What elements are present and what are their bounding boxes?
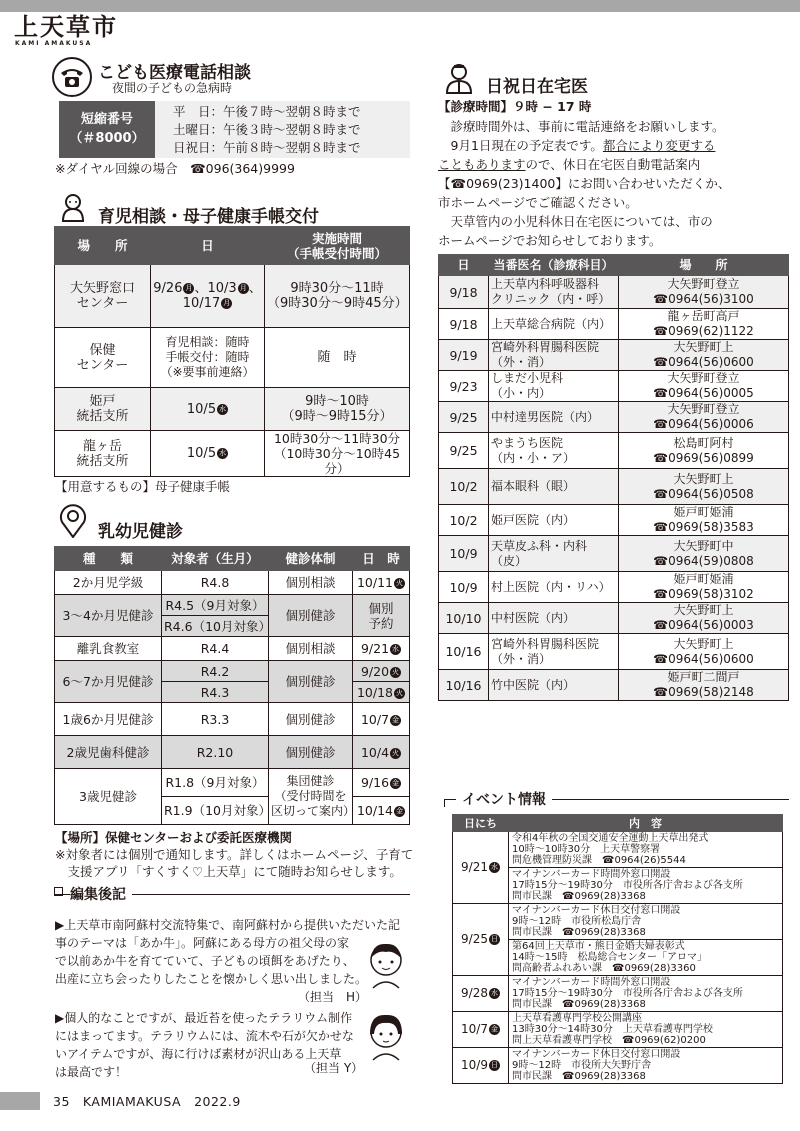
target-cell: R4.2 xyxy=(162,661,269,682)
place-name: 大矢野町中 xyxy=(673,538,734,553)
event-line: 17時15分〜19時30分 市役所各庁舎および各支所 xyxy=(512,988,743,999)
phone-number: ☎0969(58)3583 xyxy=(653,520,754,534)
place-cell: 龍ヶ岳 統括支所 xyxy=(55,431,151,477)
short-number-box xyxy=(59,101,155,158)
date-cell: 10/10 xyxy=(439,603,489,634)
place-name: 姫戸町姫浦 xyxy=(673,505,734,519)
zaitaku-p-6: 天草管内の小児科休日在宅医については、市の xyxy=(438,214,713,229)
place-name: 大矢野町上 xyxy=(673,340,734,354)
date-cell: 9/18 xyxy=(439,276,489,309)
denwa-hours-box xyxy=(155,101,410,158)
event-row xyxy=(453,976,783,1012)
kenshin-note-2: 支援アプリ「すくすく♡上天草」にて随時お知らせします。 xyxy=(55,864,402,879)
phone-number: ☎0969(62)1122 xyxy=(653,324,754,338)
henshu-p2-4: は最高です！ xyxy=(55,1065,128,1079)
event-content xyxy=(509,1048,783,1084)
dow-mark: 水 xyxy=(392,645,400,653)
hours-saturday: 土曜日：午後３時〜翌朝８時まで xyxy=(173,122,361,137)
event-line: 令和4年秋の全国交通安全運動上天草出発式 xyxy=(512,833,709,844)
col-content: 内 容 xyxy=(509,815,783,832)
place-name: 大矢野町登立 xyxy=(667,277,740,291)
place-cell xyxy=(619,469,789,505)
col-date: 日にち xyxy=(453,815,509,832)
doctor-cell: 竹中医院（内） xyxy=(489,670,619,701)
place-cell xyxy=(619,309,789,340)
target-cell: R4.6（10月対象） xyxy=(162,616,269,637)
dow-mark: 金 xyxy=(490,1025,498,1033)
baby-icon xyxy=(57,192,89,224)
city-logo xyxy=(14,14,124,50)
henshu-p1-sign: （担当 H） xyxy=(298,990,368,1004)
date-cell: 9/16 金 xyxy=(353,769,410,797)
zaitaku-p-3: こともありますので、休日在宅医自動電話案内 xyxy=(438,157,701,172)
henshu-p1-4: 出産に立ち会ったりしたことを懐かしく思い出しました。 xyxy=(55,972,368,986)
event-line: 上天草看護専門学校公開講座 xyxy=(512,1013,642,1024)
phone-number: ☎0969(58)3102 xyxy=(653,587,754,601)
date-cell: 10/16 xyxy=(439,634,489,670)
doctor-cell: 宮崎外科胃腸科医院 （外・消） xyxy=(489,340,619,371)
zaitaku-row xyxy=(439,634,789,670)
target-cell: R4.4 xyxy=(162,637,269,661)
phone-number: ☎0964(56)0600 xyxy=(653,651,754,666)
event-content xyxy=(509,832,783,868)
henshu-p1-2: 事のテーマは「あか牛」。阿蘇にある母方の祖父母の家 xyxy=(55,936,350,950)
event-date: 9/21 水 xyxy=(453,832,509,904)
time-cell: 9時30分〜11時 （9時30分〜9時45分） xyxy=(265,265,410,328)
zaitaku-table xyxy=(438,254,789,701)
kenshin-title: 乳幼児健診 xyxy=(98,522,183,542)
date-cell: 9/23 xyxy=(439,371,489,402)
child-badge-icon xyxy=(58,503,88,539)
event-content xyxy=(509,904,783,940)
event-row xyxy=(453,1048,783,1084)
phone-number: ☎0964(59)0808 xyxy=(653,553,754,568)
event-line: 9時〜12時 市役所松島庁舎 xyxy=(512,916,642,927)
col-time: 実施時間 （手帳受付時間） xyxy=(265,227,410,265)
place-name: 大矢野町登立 xyxy=(667,371,740,385)
event-content xyxy=(509,1012,783,1048)
place-cell: 大矢野窓口 センター xyxy=(55,265,151,328)
dow-mark: 水 xyxy=(490,863,498,871)
short-number-label: 短縮番号 xyxy=(80,112,133,127)
place-cell: 姫戸 統括支所 xyxy=(55,388,151,431)
target-cell: R4.5（9月対象） xyxy=(162,595,269,616)
place-cell xyxy=(619,536,789,572)
col-system: 健診体制 xyxy=(269,547,353,571)
dow-mark: 火 xyxy=(396,688,404,697)
dow-mark: 金 xyxy=(392,779,400,787)
doctor-cell: 姫戸医院（内） xyxy=(489,505,619,536)
system-cell: 個別相談 xyxy=(269,637,353,661)
event-line: マイナンバーカード時間外窓口開設 xyxy=(512,869,671,880)
day-cell: 9/26 月 、10/3 月 、 10/17 月 xyxy=(151,265,265,328)
event-row xyxy=(453,1012,783,1048)
kenshin-note-place: 【場所】保健センターおよび委託医療機関 xyxy=(55,830,293,845)
target-cell: R1.8（9月対象） xyxy=(162,769,269,797)
event-row xyxy=(453,832,783,868)
date-cell: 10/7 金 xyxy=(353,703,410,736)
system-cell: 集団健診 （受付時間を 区切って案内） xyxy=(269,769,353,825)
place-cell xyxy=(619,603,789,634)
doctor-cell: 上天草総合病院（内） xyxy=(489,309,619,340)
denwa-note: ※ダイヤル回線の場合 ☎096(364)9999 xyxy=(55,161,295,176)
zaitaku-hours: 【診療時間】９時 − 17 時 xyxy=(438,99,592,114)
henshu-p2-1: ▶個人的なことですが、最近苔を使ったテラリウム制作 xyxy=(55,1011,353,1025)
zaitaku-row xyxy=(439,309,789,340)
place-name: 龍ヶ岳町高戸 xyxy=(667,309,740,323)
zaitaku-row xyxy=(439,276,789,309)
event-line: 第64回上天草市・熊日金婚夫婦表彰式 xyxy=(512,941,685,952)
dow-mark: 火 xyxy=(396,579,404,587)
target-cell: R4.3 xyxy=(162,682,269,703)
type-cell: 3〜4か月児健診 xyxy=(55,595,162,637)
place-name: 大矢野町上 xyxy=(673,471,734,486)
date-cell: 10/16 xyxy=(439,670,489,701)
henshu-p1-3: で以前あか牛を育てていて、子どもの頃餌をあげたり、 xyxy=(55,954,355,968)
date-cell: 9/25 xyxy=(439,433,489,469)
event-line: 問市民課 ☎0969(28)3368 xyxy=(512,927,646,938)
system-cell: 個別相談 xyxy=(269,571,353,595)
telephone-icon xyxy=(52,57,92,97)
zaitaku-row xyxy=(439,340,789,371)
event-line: 問市民課 ☎0969(28)3368 xyxy=(512,891,646,902)
day-cell: 10/5 水 xyxy=(151,431,265,477)
date-cell: 10/9 xyxy=(439,536,489,572)
kenshin-table xyxy=(54,546,410,825)
doctor-cell: 宮崎外科胃腸科医院 （外・消） xyxy=(489,634,619,670)
zaitaku-row xyxy=(439,469,789,505)
type-cell: 3歳児健診 xyxy=(55,769,162,825)
time-cell: 10時30分〜11時30分 （10時30分〜10時45分） xyxy=(265,431,410,477)
dow-mark: 金 xyxy=(392,715,400,724)
henshu-p2-3: いアイテムですが、海に行けば素材が沢山ある上天草 xyxy=(55,1047,342,1061)
date-cell: 9/21 水 xyxy=(353,637,410,661)
zaitaku-p-4: 【☎0969(23)1400】にお問い合わせいただくか、 xyxy=(438,176,731,191)
event-line: 問市民課 ☎0969(28)3368 xyxy=(512,999,646,1010)
phone-number: ☎0969(56)0899 xyxy=(653,450,754,465)
zaitaku-row xyxy=(439,572,789,603)
date-cell: 10/2 xyxy=(439,505,489,536)
phone-number: ☎0964(56)0003 xyxy=(653,618,754,632)
date-cell: 9/20 火 xyxy=(353,661,410,682)
dow-mark: 火 xyxy=(392,667,400,676)
day-cell: 10/5 水 xyxy=(151,388,265,431)
ikuji-note: 【用意するもの】母子健康手帳 xyxy=(55,479,231,494)
date-cell: 10/14 金 xyxy=(353,797,410,825)
place-cell: 保健 センター xyxy=(55,328,151,388)
denwa-title: こども医療電話相談 xyxy=(98,63,251,83)
phone-number: ☎0969(58)2148 xyxy=(653,685,754,699)
day-cell: 育児相談：随時 手帳交付：随時 （※要事前連絡） xyxy=(151,328,265,388)
phone-number: ☎0964(56)0508 xyxy=(653,486,754,501)
zaitaku-title: 日祝日在宅医 xyxy=(486,77,588,97)
type-cell: 離乳食教室 xyxy=(55,637,162,661)
footer-bar xyxy=(0,1092,40,1110)
place-name: 姫戸町二間戸 xyxy=(667,670,740,684)
place-cell xyxy=(619,505,789,536)
logo-text: 上天草市 xyxy=(14,12,118,41)
footer xyxy=(0,1089,800,1131)
date-cell: 9/25 xyxy=(439,402,489,433)
time-cell: 9時〜10時 （9時〜9時15分） xyxy=(265,388,410,431)
system-cell: 個別健診 xyxy=(269,661,353,703)
target-cell: R3.3 xyxy=(162,703,269,736)
event-date: 9/28 水 xyxy=(453,976,509,1012)
top-band xyxy=(0,0,800,12)
event-line: 問危機管理防災課 ☎0964(26)5544 xyxy=(512,855,686,866)
event-line: マイナンバーカード休日交付窓口開設 xyxy=(512,1049,681,1060)
dow-mark: 日 xyxy=(490,935,498,943)
short-number-value: （＃8000） xyxy=(69,131,145,146)
phone-number: ☎0964(56)0006 xyxy=(653,417,754,431)
logo-subtext: KAMI AMAKUSA xyxy=(15,40,93,47)
event-date: 10/9 日 xyxy=(453,1048,509,1084)
mon-mark: 月 xyxy=(185,284,193,292)
henshu-box-icon xyxy=(54,887,63,896)
dow-mark: 水 xyxy=(490,989,498,997)
editor-h-icon xyxy=(364,940,408,990)
zaitaku-row xyxy=(439,603,789,634)
event-title: イベント情報 xyxy=(456,789,552,809)
event-content xyxy=(509,940,783,976)
phone-number: ☎0964(56)3100 xyxy=(653,292,754,306)
col-day: 日 xyxy=(151,227,265,265)
place-name: 松島町阿村 xyxy=(673,435,734,450)
hours-weekday: 平 日：午後７時〜翌朝８時まで xyxy=(173,104,361,119)
event-title-tick xyxy=(444,799,445,807)
type-cell: 2歳児歯科健診 xyxy=(55,736,162,769)
event-line: 14時〜15時 松島総合センター「アロマ」 xyxy=(512,952,708,963)
wed-mark: 水 xyxy=(219,404,227,413)
system-cell: 個別健診 xyxy=(269,595,353,637)
date-cell: 10/2 xyxy=(439,469,489,505)
mon-mark: 月 xyxy=(239,284,247,292)
doctor-cell: 中村医院（内） xyxy=(489,603,619,634)
zaitaku-row xyxy=(439,670,789,701)
event-date: 10/7 金 xyxy=(453,1012,509,1048)
date-cell: 個別 予約 xyxy=(353,595,410,637)
wed-mark: 水 xyxy=(219,449,227,457)
event-row xyxy=(453,904,783,940)
place-cell xyxy=(619,340,789,371)
date-cell: 10/18 火 xyxy=(353,682,410,703)
col-place: 場 所 xyxy=(55,227,151,265)
denwa-subtitle: 夜間の子どもの急病時 xyxy=(112,81,233,95)
zaitaku-row xyxy=(439,505,789,536)
doctor-cell: 天草皮ふ科・内科 （皮） xyxy=(489,536,619,572)
place-cell xyxy=(619,572,789,603)
place-name: 姫戸町姫浦 xyxy=(673,572,734,586)
event-line: 問上天草看護専門学校 ☎0969(62)0200 xyxy=(512,1035,706,1046)
kenshin-note-1: ※対象者には個別で通知します。詳しくはホームページ、子育て xyxy=(55,847,414,862)
event-line: マイナンバーカード時間外窓口開設 xyxy=(512,977,671,988)
doctor-cell: 中村逹男医院（内） xyxy=(489,402,619,433)
target-cell: R4.8 xyxy=(162,571,269,595)
footer-text: 35 KAMIAMAKUSA 2022.9 xyxy=(53,1094,241,1109)
doctor-cell: 上天草内科呼吸器科 クリニック（内・呼） xyxy=(489,276,619,309)
zaitaku-p-7: ホームページでお知らせしております。 xyxy=(438,233,662,248)
event-table xyxy=(452,814,783,1084)
zaitaku-row xyxy=(439,433,789,469)
phone-number: ☎0964(56)0600 xyxy=(653,355,754,369)
col-type: 種 類 xyxy=(55,547,162,571)
event-line: マイナンバーカード休日交付窓口開設 xyxy=(512,905,681,916)
doctor-cell: 福本眼科（眼） xyxy=(489,469,619,505)
date-cell: 10/11 火 xyxy=(353,571,410,595)
dow-mark: 火 xyxy=(392,748,400,757)
system-cell: 個別健診 xyxy=(269,736,353,769)
place-name: 大矢野町上 xyxy=(673,603,734,617)
place-cell xyxy=(619,433,789,469)
date-cell: 10/4 火 xyxy=(353,736,410,769)
place-name: 大矢野町上 xyxy=(673,636,734,651)
type-cell: 2か月児学級 xyxy=(55,571,162,595)
event-line: 13時30分〜14時30分 上天草看護専門学校 xyxy=(512,1024,713,1035)
ikuji-table xyxy=(54,226,410,477)
target-cell: R2.10 xyxy=(162,736,269,769)
col-place: 場 所 xyxy=(619,255,789,276)
zaitaku-row xyxy=(439,536,789,572)
date-cell: 9/19 xyxy=(439,340,489,371)
type-cell: 1歳6か月児健診 xyxy=(55,703,162,736)
event-line: 9時〜12時 市役所大矢野庁舎 xyxy=(512,1060,652,1071)
place-cell xyxy=(619,402,789,433)
place-name: 大矢野町登立 xyxy=(667,402,740,416)
event-content xyxy=(509,976,783,1012)
event-content xyxy=(509,868,783,904)
col-target: 対象者（生月） xyxy=(162,547,269,571)
zaitaku-p-1: 診療時間外は、事前に電話連絡をお願いします。 xyxy=(438,119,725,134)
place-cell xyxy=(619,276,789,309)
place-cell xyxy=(619,371,789,402)
mon-mark: 月 xyxy=(223,299,231,307)
place-cell xyxy=(619,670,789,701)
hours-holiday: 日祝日：午前８時〜翌朝８時まで xyxy=(173,140,361,155)
place-cell xyxy=(619,634,789,670)
doctor-cell: 村上医院（内・リハ） xyxy=(489,572,619,603)
dow-mark: 日 xyxy=(490,1061,498,1069)
col-date: 日 時 xyxy=(353,547,410,571)
date-cell: 10/9 xyxy=(439,572,489,603)
event-line: 問市民課 ☎0969(28)3368 xyxy=(512,1071,646,1082)
event-date: 9/25 日 xyxy=(453,904,509,976)
zaitaku-p-5: 市ホームページでご確認ください。 xyxy=(438,195,638,210)
phone-number: ☎0964(56)0005 xyxy=(653,386,754,400)
doctor-cell: しまだ小児科 （小・内） xyxy=(489,371,619,402)
event-line: 10時〜10時30分 上天草警察署 xyxy=(512,844,661,855)
ikuji-title: 育児相談・母子健康手帳交付 xyxy=(98,207,319,227)
event-line: 問高齢者ふれあい課 ☎0969(28)3360 xyxy=(512,963,696,974)
doctor-cell: やまうち医院 （内・小・ア） xyxy=(489,433,619,469)
zaitaku-row xyxy=(439,402,789,433)
type-cell: 6〜7か月児健診 xyxy=(55,661,162,703)
target-cell: R1.9（10月対象） xyxy=(162,797,269,825)
col-date: 日 xyxy=(439,255,489,276)
henshu-title: 編集後記 xyxy=(70,884,132,904)
col-doctor: 当番医名（診療科目） xyxy=(489,255,619,276)
henshu-p2-2: にはまってます。テラリウムには、流木や石が欠かせな xyxy=(55,1029,354,1043)
dow-mark: 金 xyxy=(396,807,404,815)
zaitaku-row xyxy=(439,371,789,402)
doctor-icon xyxy=(443,62,475,94)
henshu-p2-sign: （担当 Y） xyxy=(304,1061,364,1075)
event-line: 17時15分〜19時30分 市役所各庁舎および各支所 xyxy=(512,880,743,891)
date-cell: 9/18 xyxy=(439,309,489,340)
henshu-p1-1: ▶上天草市南阿蘇村交流特集で、南阿蘇村から提供いただいた記 xyxy=(55,918,400,932)
time-cell: 随 時 xyxy=(265,328,410,388)
editor-y-icon xyxy=(364,1012,408,1062)
zaitaku-p-2: 9月1日現在の予定表です。都合により変更する xyxy=(438,138,716,153)
system-cell: 個別健診 xyxy=(269,703,353,736)
